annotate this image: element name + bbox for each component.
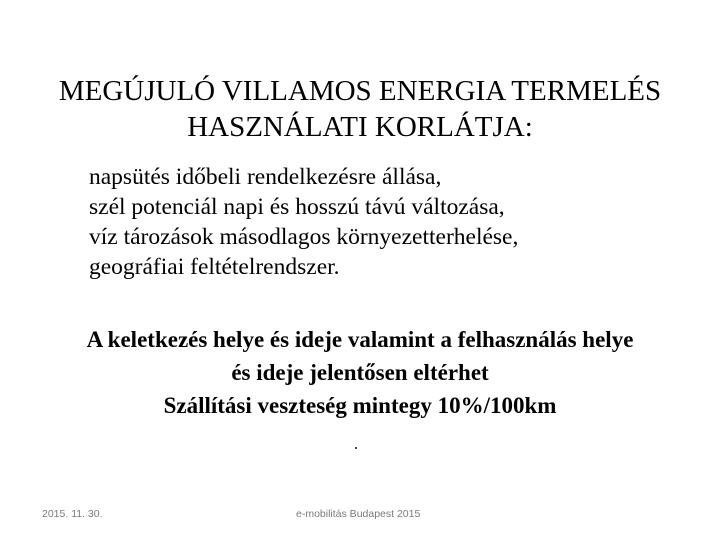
emphasis-line-3: Szállítási veszteség mintegy 10%/100km [163,393,557,418]
emphasis-line-2: és ideje jelentősen eltérhet [231,360,489,385]
footer-date: 2015. 11. 30. [42,508,103,520]
list-item: szél potenciál napi és hosszú távú változása, [89,194,505,220]
emphasis-line-1: A keletkezés helye és ideje valamint a felhasználás helye [86,327,634,352]
decorative-dot [355,447,357,449]
title-line-2: HASZNÁLATI KORLÁTJA: [187,111,533,143]
list-item: víz tározások másodlagos környezetterhelése, [89,224,519,250]
limitation-list [89,162,689,282]
footer-event: e-mobilitás Budapest 2015 [296,508,421,520]
slide-title [10,73,710,145]
list-item: geográfiai feltételrendszer. [89,254,340,280]
title-line-1: MEGÚJULÓ VILLAMOS ENERGIA TERMELÉS [58,75,662,107]
list-item: napsütés időbeli rendelkezésre állása, [89,164,442,190]
emphasis-block [10,323,710,422]
